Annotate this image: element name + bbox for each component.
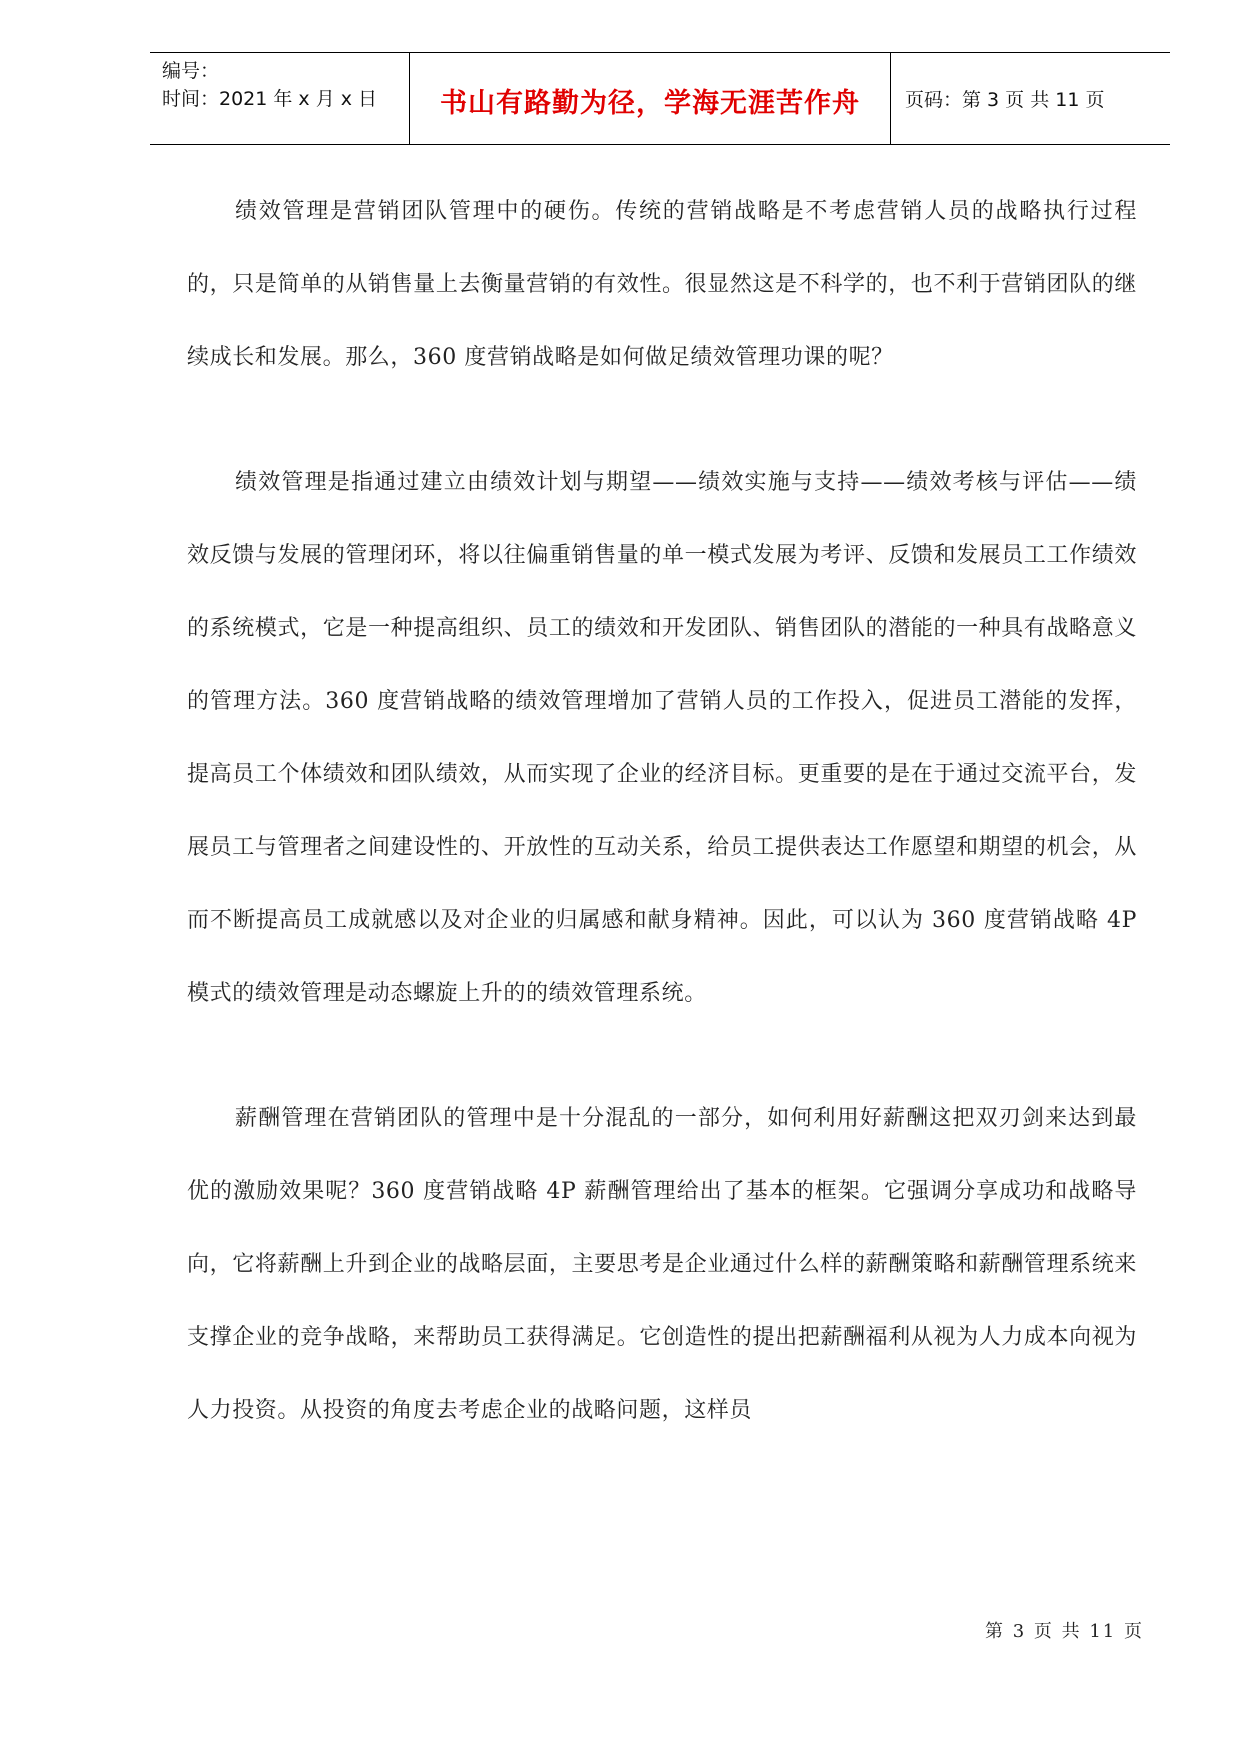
header-page-info: 页码：第 3 页 共 11 页 xyxy=(905,89,1105,111)
header-motto: 书山有路勤为径，学海无涯苦作舟 xyxy=(440,88,860,119)
document-time-label: 时间：2021 年 x 月 x 日 xyxy=(162,88,378,110)
paragraph-spacer xyxy=(187,394,1137,446)
document-number-label: 编号： xyxy=(162,60,220,82)
page-footer: 第 3 页 共 11 页 xyxy=(985,1621,1144,1642)
page-header xyxy=(150,52,1170,145)
header-divider-right xyxy=(890,53,891,145)
paragraph-compensation-management: 薪酬管理在营销团队的管理中是十分混乱的一部分，如何利用好薪酬这把双刃剑来达到最优的激励效果呢？360 度营销战略 4P 薪酬管理给出了基本的框架。它强调分享成功和战略导向，它将薪酬上升到企业的战略层面，主要思考是企业通过什么样的薪酬策略和薪酬管理系统来支撑企业的竞争战略，来帮助员工获得满足。它创造性的提出把薪酬福利从视为人力成本向视为人力投资。从投资的角度去考虑企业的战略问题，这样员 xyxy=(187,1106,1137,1423)
document-body xyxy=(187,175,1137,1447)
header-meta xyxy=(162,57,377,113)
paragraph-performance-management: 绩效管理是指通过建立由绩效计划与期望——绩效实施与支持——绩效考核与评估——绩效反馈与发展的管理闭环，将以往偏重销售量的单一模式发展为考评、反馈和发展员工工作绩效的系统模式，它是一种提高组织、员工的绩效和开发团队、销售团队的潜能的一种具有战略意义的管理方法。360 度营销战略的绩效管理增加了营销人员的工作投入，促进员工潜能的发挥，提高员工个体绩效和团队绩效，从而实现了企业的经济目标。更重要的是在于通过交流平台，发展员工与管理者之间建设性的、开放性的互动关系，给员工提供表达工作愿望和期望的机会，从而不断提高员工成就感以及对企业的归属感和献身精神。因此，可以认为 360 度营销战略 4P 模式的绩效管理是动态螺旋上升的的绩效管理系统。 xyxy=(187,470,1137,1006)
paragraph-performance-intro: 绩效管理是营销团队管理中的硬伤。传统的营销战略是不考虑营销人员的战略执行过程的，只是简单的从销售量上去衡量营销的有效性。很显然这是不科学的，也不利于营销团队的继续成长和发展。那么，360 度营销战略是如何做足绩效管理功课的呢？ xyxy=(187,199,1137,370)
paragraph-spacer xyxy=(187,1030,1137,1082)
